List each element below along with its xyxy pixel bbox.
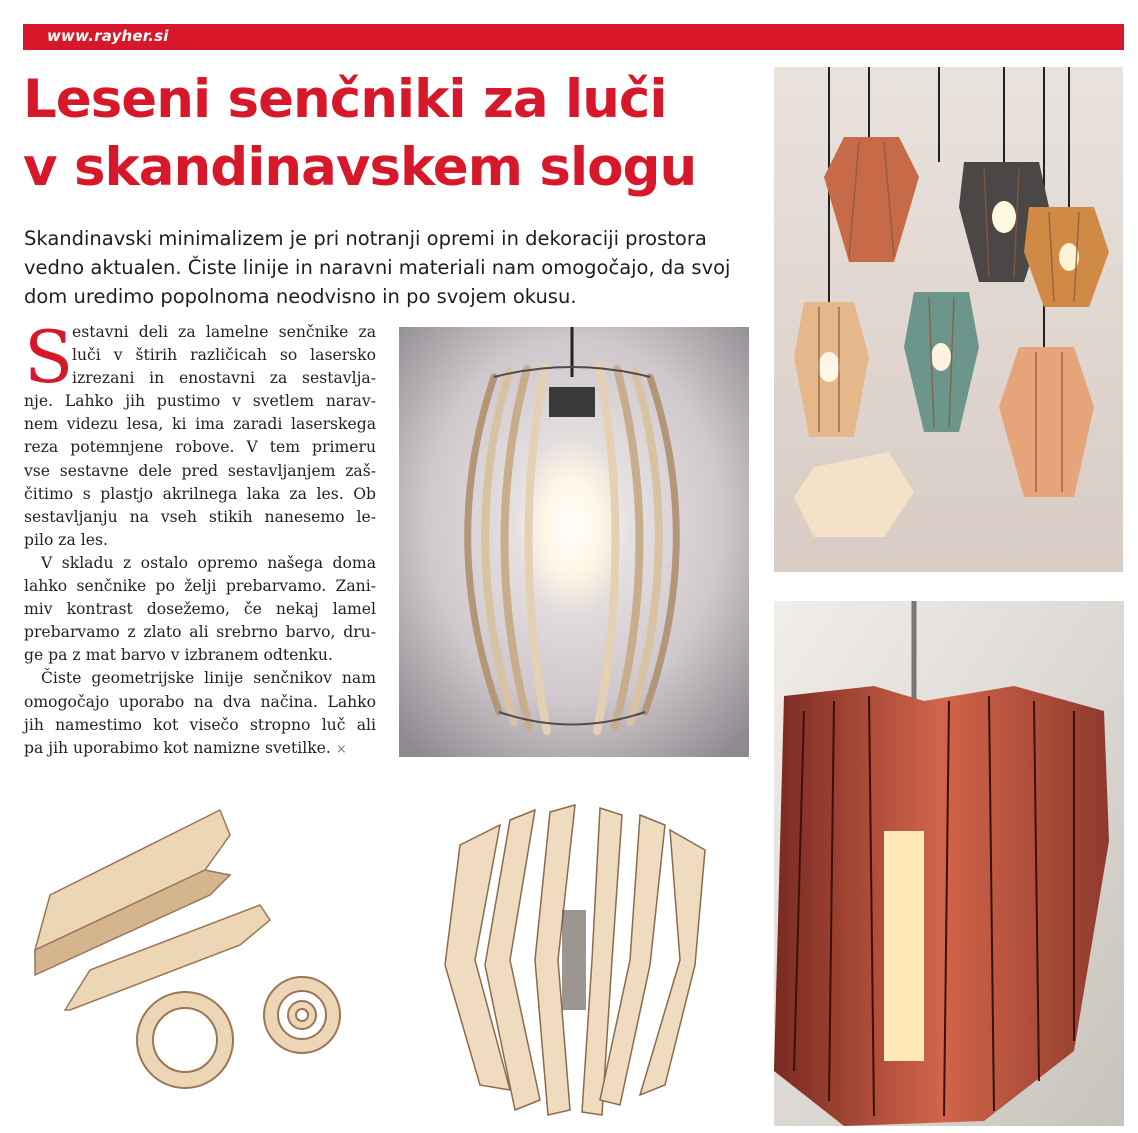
body-line: luči v štirih različicah so lasersko (72, 346, 376, 365)
body-line: ge pa z mat barvo v izbranem odtenku. (24, 646, 333, 665)
photo-lamp-group (774, 67, 1123, 572)
body-line: sestavljanju na vseh stikih nanesemo le- (24, 507, 376, 526)
assembled-lamp-illustration (440, 800, 710, 1125)
body-line (24, 737, 376, 761)
lead-line-3: dom uredimo popolnoma neodvisno in po svojem okusu. (24, 285, 577, 308)
title-line-2: v skandinavskem slogu (23, 137, 697, 198)
barrel-lamp-illustration (399, 327, 749, 757)
website-url[interactable]: www.rayher.si (47, 27, 169, 45)
body-line: lahko senčnike po želji prebarvamo. Zani- (24, 577, 376, 596)
body-line: nem videzu lesa, ki ima zaradi laserskega (24, 415, 376, 434)
body-line: miv kontrast dosežemo, če nekaj lamel (24, 600, 376, 619)
body-line: prebarvamo z zlato ali srebrno barvo, dru- (24, 623, 376, 642)
body-line: pilo za les. (24, 530, 108, 549)
body-line: reza potemnjene robove. V tem primeru (24, 438, 376, 457)
body-line: Čiste geometrijske linije senčnikov nam (41, 669, 376, 688)
article-body (24, 315, 376, 761)
lamp-group-illustration (774, 67, 1123, 572)
body-line: V skladu z ostalo opremo našega doma (41, 553, 376, 572)
photo-assembled-lamp (440, 800, 710, 1125)
end-mark: × (335, 741, 347, 757)
body-line: jih namestimo kot visečo stropno luč ali (24, 715, 376, 734)
photo-lamp-parts (30, 795, 360, 1095)
drop-cap: S (24, 315, 74, 399)
article-lead (24, 224, 764, 311)
lead-line-1: Skandinavski minimalizem je pri notranji opremi in dekoraciji prostora (24, 227, 707, 250)
body-line: vse sestavne dele pred sestavljanjem zaš- (24, 461, 376, 480)
photo-red-lamp (774, 601, 1124, 1126)
photo-barrel-lamp (399, 327, 749, 757)
body-line: čitimo s plastjo akrilnega laka za les. Ob (24, 484, 376, 503)
body-line: estavni deli za lamelne senčnike za (72, 323, 376, 341)
header-bar (23, 24, 1124, 50)
title-line-1: Leseni senčniki za luči (23, 69, 667, 130)
lead-line-2: vedno aktualen. Čiste linije in naravni materiali nam omogočajo, da svoj (24, 256, 731, 279)
lamp-parts-illustration (30, 795, 360, 1095)
body-line-text: pa jih uporabimo kot namizne svetilke. (24, 738, 331, 757)
red-lamp-illustration (774, 601, 1124, 1126)
body-line: omogočajo uporabo na dva načina. Lahko (24, 692, 376, 711)
body-line: nje. Lahko jih pustimo v svetlem narav- (24, 392, 376, 411)
body-line: izrezani in enostavni za sestavlja- (72, 369, 376, 388)
article-title (23, 66, 763, 202)
